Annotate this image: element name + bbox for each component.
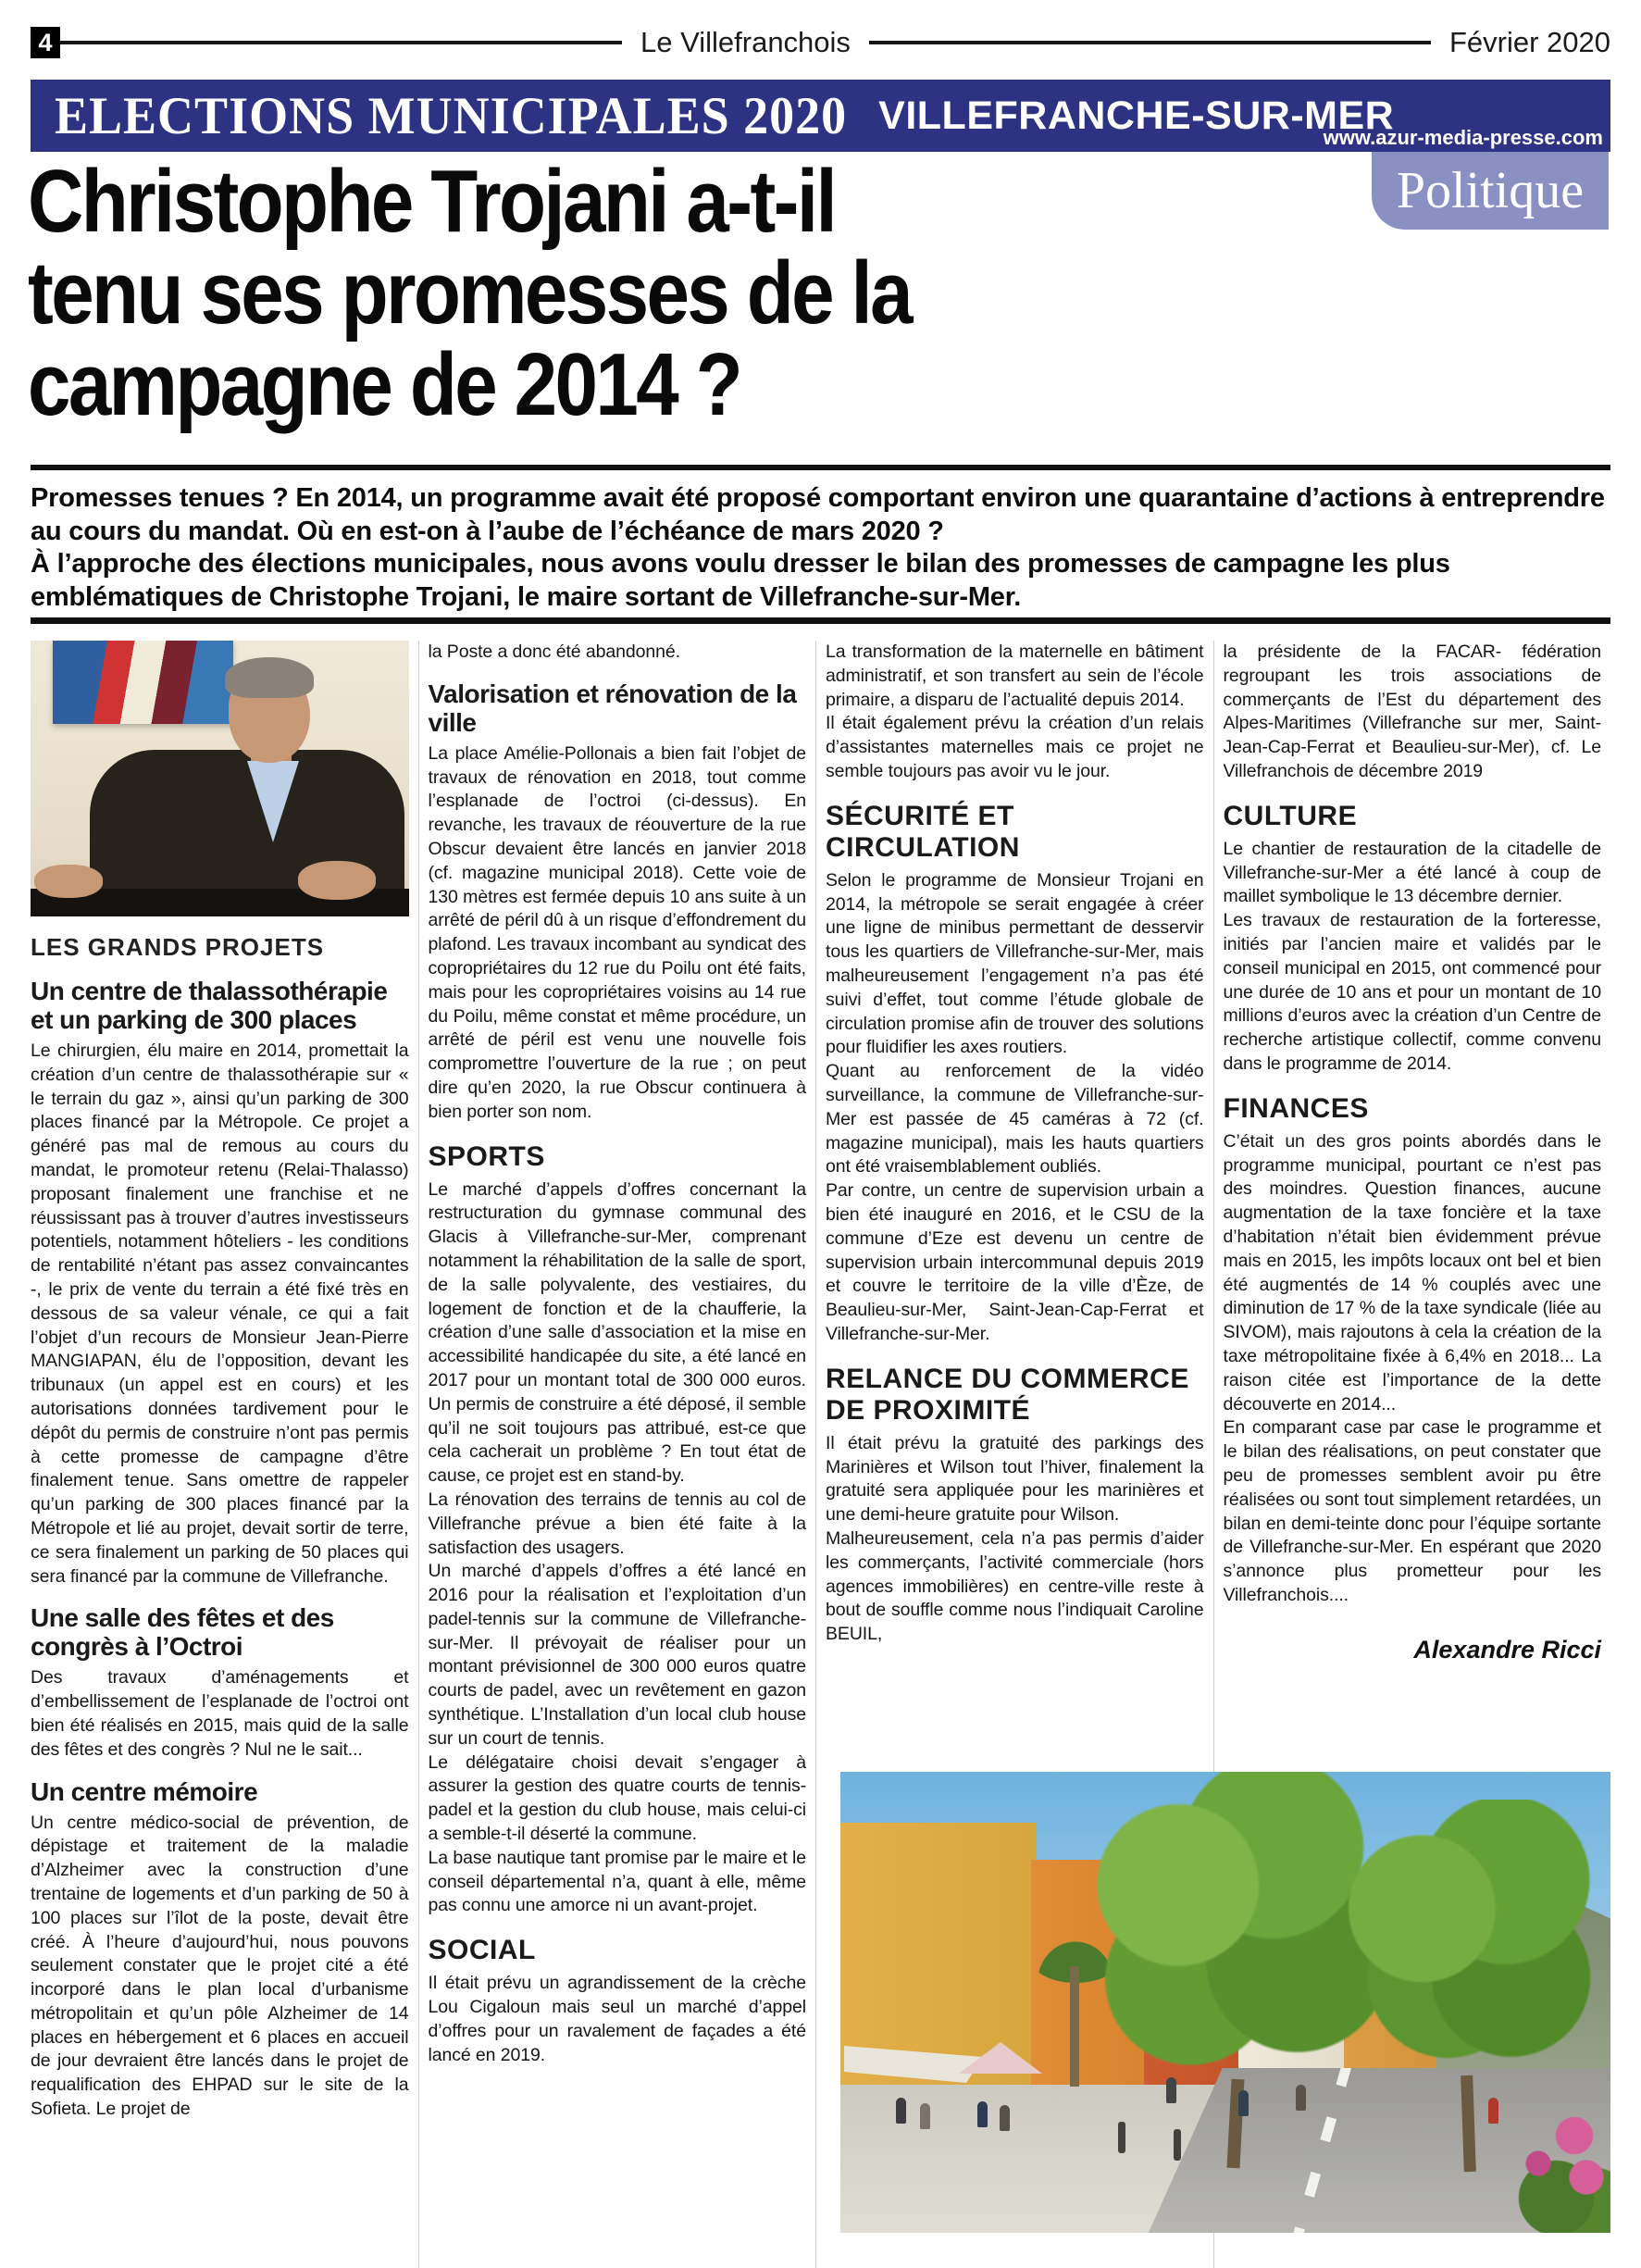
pedestrian (1166, 2077, 1176, 2103)
bollard (1174, 2129, 1181, 2161)
pedestrian (1296, 2085, 1306, 2111)
banner-title: ELECTIONS MUNICIPALES 2020 (55, 86, 848, 145)
section-heading: SOCIAL (428, 1935, 536, 1966)
section-banner (31, 80, 1610, 152)
headline-line-2: tenu ses promesses de la (28, 243, 911, 343)
headline-line-1: Christophe Trojani a-t-il (28, 152, 836, 251)
section-heading: Une salle des fêtes et des congrès à l’Octroi (31, 1603, 334, 1662)
standfirst-paragraph: À l’approche des élections municipales, nous avons voulu dresser le bilan des promesses de campagne les plus emblématiques de Christophe Trojani, le maire sortant de Villefranche-sur-Mer. (31, 549, 1450, 612)
paragraph: Il était prévu la gratuité des parkings des Marinières et Wilson tout l’hiver, finalement la gratuité sera appliquée pour les marinières et une demi-heure gratuite pour Wilson. (826, 1432, 1204, 1526)
hand (298, 861, 376, 900)
paragraph: Le chirurgien, élu maire en 2014, promettait la création d’un centre de thalassothérapie sur « le terrain du gaz », ainsi qu’un parking de 300 places financé par la Métropole. Ce projet a généré pas mal de remous au cours du mandat, le promoteur retenu (Relai-Thalasso) proposant finalement une franchise et ne réussissant pas à trouver d’autres investisseurs potentiels, notamment hôteliers - les conditions de rentabilité n’étant pas assez convaincantes -, le prix de vente du terrain a été fixé très en dessous de sa valeur vénale, ce qui a fait l’objet d’un recours de Monsieur Jean-Pierre MANGIAPAN, élu de l’opposition, devant les tribunaux (un appel est en cours) et les autorisations données tardivement pour le dépôt du permis de construire n’ont pas permis à cette promesse de campagne d’être finalement tenue. Sans omettre de rappeler qu’un parking de 300 places financé par la Métropole et lié au projet, devait sortir de terre, ce sera finalement un parking de 50 places qui sera financé par la commune de Villefranche. (31, 1041, 409, 1587)
paragraph: La transformation de la maternelle en bâtiment administratif, et son transfert au sein de l’école primaire, a disparu de l’actualité depuis 2014. (826, 642, 1204, 710)
street-photo (840, 1772, 1610, 2233)
header-rule-right (869, 41, 1431, 44)
paragraph: C’était un des gros points abordés dans le programme municipal, pourtant ce n’est pas des moindres. Question finances, aucune augmentation de la taxe foncière et la taxe d’habitation n’était bien évidemment prévue mais en 2015, les impôts locaux ont bel et bien été augmentés de 14 % couplés avec une diminution de 17 % de la taxe syndicale (liée au SIVOM), mais rajoutons à cela la création de la taxe métropolitaine fixée à 6,4% en 2018... La raison citée est l’importance de la dette découverte en 2014... (1223, 1130, 1601, 1414)
paragraph: Un centre médico-social de prévention, de dépistage et traitement de la maladie d’Alzheimer avec la construction d’une trentaine de logements et d’un parking de 50 à 100 places sur l’îlot de la poste, devait être créé. À l’heure d’aujourd’hui, nous pouvons seulement constater que le projet cité a été incorporé dans le plan local d’urbanisme métropolitain et qu’un pôle Alzheimer de 14 places en hébergement et 6 places en accueil de jour devraient être lancés dans le projet de requalification des EHPAD sur le site de la Sofieta. Le projet de (31, 1812, 409, 2120)
paragraph: la Poste a donc été abandonné. (428, 642, 680, 662)
divider-rule-top (31, 465, 1610, 470)
headline (28, 152, 1043, 434)
kicker: LES GRANDS PROJETS (31, 933, 325, 961)
wall-painting (53, 641, 233, 724)
paragraph: Par contre, un centre de supervision urbain a bien été inauguré en 2016, et le CSU de la commune d’Eze est devenu un centre de supervision urbain intercommunal depuis 2019 et couvre le territoire de la ville d’Èze, de Beaulieu-sur-Mer, Saint-Jean-Cap-Ferrat et Villefranche-sur-Mer. (826, 1180, 1204, 1344)
section-heading: SÉCURITÉ ET CIRCULATION (826, 800, 1020, 863)
section-heading: RELANCE DU COMMERCE DE PROXIMITÉ (826, 1363, 1189, 1426)
page-header (31, 26, 1610, 59)
divider-rule-bottom (31, 617, 1610, 624)
category-badge: Politique (1372, 152, 1609, 230)
paragraph: En comparant case par case le programme et le bilan des réalisations, on peut constater que peu de promesses semblent avoir pu être réalisées ou sont tout simplement retardées, un bilan en demi-teinte donc pour l’équipe sortante de Villefranche-sur-Mer. En espérant que 2020 s’annonce plus prometteur pour les Villefranchois.... (1223, 1417, 1601, 1605)
column-2 (418, 641, 816, 2268)
paragraph: La place Amélie-Pollonais a bien fait l’objet de travaux de rénovation en 2018, tout comme l’esplanade de l’octroi (ci-dessus). En revanche, les travaux de réouverture de la rue Obscur devaient être lancés en janvier 2018 (cf. magazine municipal 2018). Cette voie de 130 mètres est fermée depuis 10 ans suite à un arrêté de péril dû à un risque d’effondrement du plafond. Les travaux incombant au syndicat des copropriétaires du 12 rue du Poilu ont été faits, mais pour les copropriétaires voisins au 14 rue du Poilu, même constat et même procédure, un arrêté de péril est venu une nouvelle fois compromettre l’ouverture de la rue ; on peut dire qu’en 2020, la rue Obscur continuera à bien porter son nom. (428, 742, 806, 1122)
issue-date: Février 2020 (1448, 26, 1610, 58)
paragraph: Malheureusement, cela n’a pas permis d’aider les commerçants, l’activité commerciale (hors agences immobilières) en centre-ville reste à bout de souffle comme nous l’indiquait Caroline BEUIL, (826, 1527, 1204, 1645)
portrait-photo (31, 641, 409, 916)
pedestrian (1238, 2090, 1249, 2116)
paragraph: Des travaux d’aménagements et d’embellissement de l’esplanade de l’octroi ont bien été réalisés en 2015, mais quid de la salle des fêtes et des congrès ? Nul ne le sait... (31, 1667, 409, 1760)
paragraph: Le chantier de restauration de la citadelle de Villefranche-sur-Mer a été lancé à coup de maillet symbolique le 13 décembre dernier. (1223, 838, 1601, 907)
standfirst-paragraph: Promesses tenues ? En 2014, un programme avait été proposé comportant environ une quarantaine d’actions à entreprendre au cours du mandat. Où en est-on à l’aube de l’échéance de mars 2020 ? (31, 483, 1605, 546)
section-heading: Valorisation et rénovation de la ville (428, 679, 797, 737)
paragraph: La base nautique tant promise par le maire et le conseil départemental n’a, quant à elle, même pas connu une amorce ni un avant-projet. (428, 1847, 806, 1916)
page-number: 4 (31, 27, 60, 58)
mayor-hair (225, 657, 314, 698)
paragraph: Il était également prévu la création d’un relais d’assistantes maternelles mais ce projet ne semble toujours pas avoir vu le jour. (826, 713, 1204, 781)
column-1 (31, 641, 418, 2268)
paragraph: Un marché d’appels d’offres a été lancé en 2016 pour la réalisation et l’exploitation d’un padel-tennis sur la commune de Villefranche-sur-Mer. Il prévoyait de réaliser pour un montant prévisionnel de 300 000 euros quatre courts de padel, avec un revêtement en gazon synthétique. L’Installation d’un local club house sur un court de tennis. (428, 1561, 806, 1749)
standfirst (31, 482, 1606, 614)
masthead: Le Villefranchois (640, 26, 851, 58)
pedestrian (977, 2101, 988, 2127)
byline: Alexandre Ricci (1413, 1635, 1601, 1664)
article-body (31, 641, 1610, 2268)
paragraph: Il était prévu un agrandissement de la crèche Lou Cigaloun mais seul un marché d’appel d’offres pour un ravalement de façades a été lancé en 2019. (428, 1973, 806, 2065)
banner-location: VILLEFRANCHE-SUR-MER (878, 93, 1395, 138)
pedestrian (1000, 2105, 1010, 2131)
flower-bed (1490, 2094, 1610, 2233)
paragraph: La rénovation des terrains de tennis au col de Villefranche prévue a bien été faite à la satisfaction des usagers. (428, 1489, 806, 1558)
section-heading: CULTURE (1223, 800, 1358, 831)
plane-tree (1322, 1800, 1609, 2087)
paragraph: Les travaux de restauration de la forteresse, initiés par l’ancien maire et validés par le conseil municipal en 2015, ont commencé pour une durée de 10 ans et pour un montant de 10 millions d’euros avec la création d’un Centre de recherche artistique collectif, comme convenu dans le programme de 2014. (1223, 910, 1601, 1074)
bollard (1118, 2122, 1125, 2153)
headline-line-3: campagne de 2014 ? (28, 335, 741, 434)
paragraph: Le marché d’appels d’offres concernant la restructuration du gymnase communal des Glacis à Villefranche-sur-Mer, comprenant notamment la réhabilitation de la salle de sport, de la salle polyvalente, des vestiaires, du logement de fonction et de la chaufferie, la création d’une salle d’association et la mise en accessibilité handicapée du site, a été lancé en 2017 pour un montant total de 300 000 euros. Un permis de construire a été déposé, il semble qu’il ne soit toujours pas attribué, est-ce que cela cacherait un problème ? En tout état de cause, ce projet est en stand-by. (428, 1178, 806, 1487)
section-heading: SPORTS (428, 1140, 545, 1172)
paragraph: Selon le programme de Monsieur Trojani en 2014, la métropole se serait engagée à créer une ligne de minibus permettant de desservir tous les quartiers de Villefranche-sur-Mer, mais malheureusement l’engagement n’a pas été suivi d’effet, tout comme l’étude globale de circulation promise afin de trouver des solutions pour fluidifier les axes routiers. (826, 869, 1204, 1058)
section-heading: FINANCES (1223, 1092, 1369, 1124)
pedestrian (896, 2098, 906, 2124)
header-rule-left (60, 41, 622, 44)
hand (34, 865, 103, 898)
website-url: www.azur-media-presse.com (1323, 126, 1603, 149)
paragraph: la présidente de la FACAR- fédération regroupant les trois associations de commerçants de l’Est du département des Alpes-Maritimes (Villefranche sur mer, Saint-Jean-Cap-Ferrat et Beaulieu-sur-Mer), cf. Le Villefranchois de décembre 2019 (1223, 642, 1601, 781)
paragraph: Le délégataire choisi devait s’engager à assurer la gestion des quatre courts de tennis-padel et la gestion du club house, mais celui-ci a semble-t-il déserté la commune. (428, 1751, 806, 1845)
section-heading: Un centre mémoire (31, 1776, 258, 1806)
section-heading: Un centre de thalassothérapie et un parking de 300 places (31, 977, 388, 1034)
pedestrian (920, 2103, 930, 2129)
paragraph: Quant au renforcement de la vidéo surveillance, la commune de Villefranche-sur-Mer est passée de 45 caméras à 72 (cf. magazine municipal), mais les hauts quartiers ont été vraisemblablement oubliés. (826, 1061, 1204, 1178)
